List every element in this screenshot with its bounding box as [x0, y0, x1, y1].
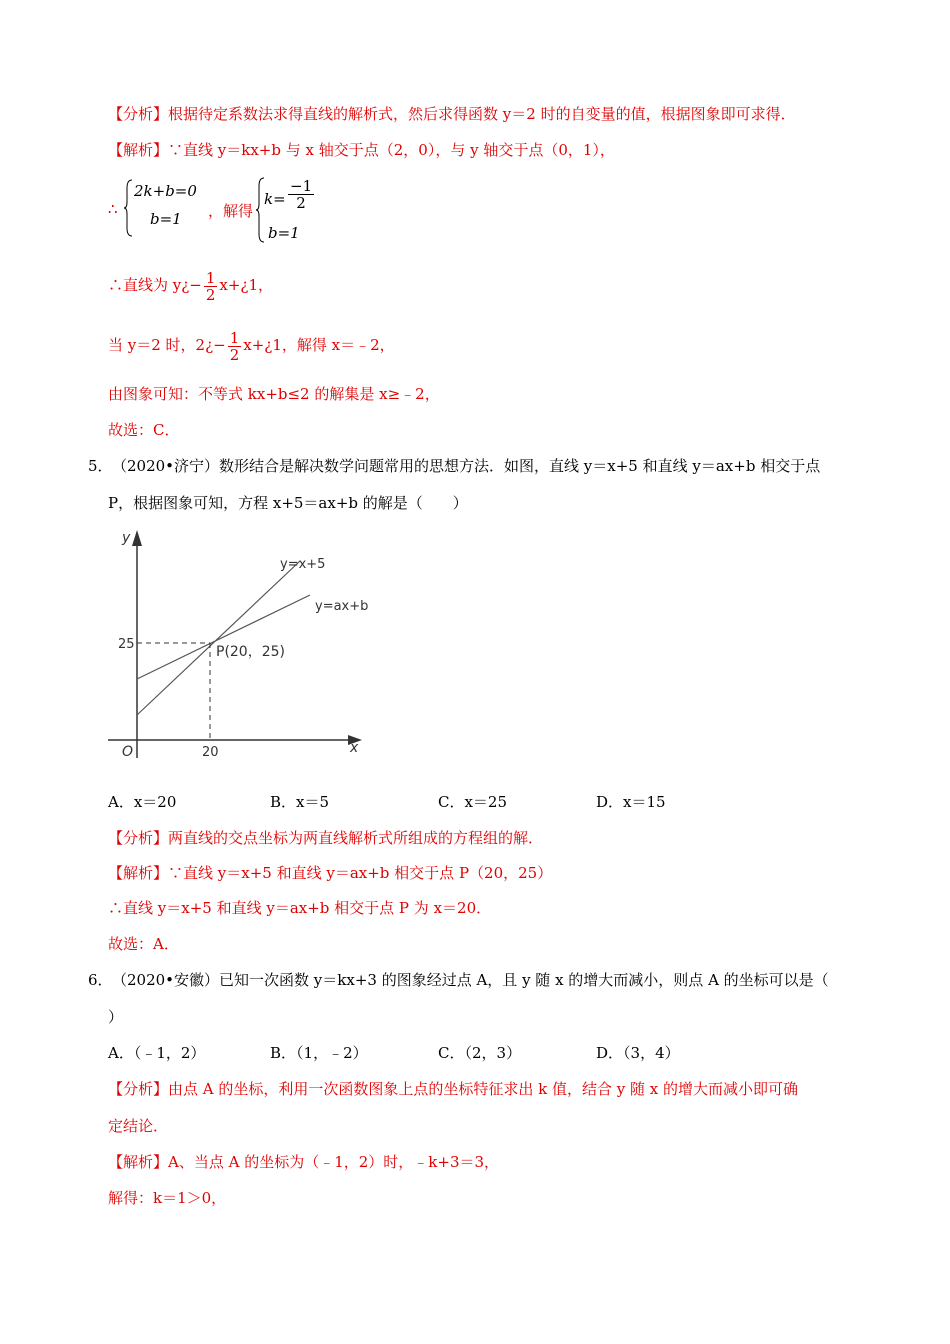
q4-line-equation: [108, 268, 273, 303]
frac-num: 1: [229, 328, 240, 347]
line-eq-prefix: ∴直线为 y¿−: [108, 276, 202, 294]
half-fraction-1: [204, 270, 218, 303]
left-brace-2: [256, 176, 266, 244]
q5-option-d[interactable]: D．x＝15: [596, 793, 666, 811]
half-fraction-2: [228, 330, 242, 363]
q4-graph-conclusion: 由图象可知：不等式 kx+b≤2 的解集是 x≥﹣2，: [108, 385, 440, 403]
q6-option-b[interactable]: B．（1，﹣2）: [270, 1044, 368, 1062]
q5-option-b[interactable]: B．x＝5: [270, 793, 330, 811]
q6-analysis-line2: 定结论．: [108, 1117, 169, 1135]
line2-label: y=ax+b: [315, 599, 369, 614]
q6-stem-line2: ）: [108, 1008, 124, 1026]
q5-function-graph: [100, 526, 370, 766]
left-brace-1: [124, 178, 134, 238]
y-axis-arrow: [132, 530, 142, 546]
x-axis-label: x: [350, 740, 359, 756]
q6-option-c[interactable]: C．（2，3）: [438, 1044, 522, 1062]
q5-option-a[interactable]: A．x＝20: [108, 793, 177, 811]
therefore-symbol: ∴: [108, 200, 118, 218]
q5-solution-line1: [108, 863, 552, 883]
analysis-tag: 【分析】: [108, 829, 169, 847]
analysis-tag: 【分析】: [108, 105, 169, 123]
sys2-denominator: 2: [296, 194, 306, 212]
q5-number: 5．: [88, 457, 113, 475]
solution-text: A、当点 A 的坐标为（﹣1，2）时，﹣k+3＝3，: [168, 1153, 500, 1171]
origin-label: O: [122, 744, 134, 760]
analysis-text: 由点 A 的坐标，利用一次函数图象上点的坐标特征求出 k 值，结合 y 随 x 的增大而减小即可确: [168, 1080, 799, 1098]
q5-stem-line2: P，根据图象可知，方程 x+5＝ax+b 的解是（ ）: [108, 494, 468, 512]
sys2-numerator: −1: [290, 177, 313, 195]
solution-text: ∵直线 y＝x+5 和直线 y＝ax+b 相交于点 P（20，25）: [168, 864, 553, 882]
line-y-x-plus-5: [137, 561, 300, 715]
sys2-k: k=: [264, 190, 286, 208]
q5-analysis: [108, 828, 543, 848]
q6-solution-line2: 解得：k＝1＞0，: [108, 1189, 227, 1207]
q4-choose: 故选：C．: [108, 421, 180, 439]
q6-number: 6．: [88, 971, 113, 989]
q4-solution-line1: [108, 140, 615, 160]
analysis-tag: 【分析】: [108, 1080, 169, 1098]
solve-word: ，解得: [208, 202, 254, 220]
solution-tag: 【解析】: [108, 141, 169, 159]
q6-option-a[interactable]: A．（﹣1，2）: [108, 1044, 206, 1062]
q6-solution-line1: [108, 1152, 499, 1172]
q6-analysis-line1: [108, 1079, 798, 1099]
line-eq-suffix: x+¿1，: [219, 276, 274, 294]
point-p-label: P(20，25): [216, 644, 285, 660]
q4-analysis: [108, 104, 796, 124]
y-axis-label: y: [122, 530, 131, 546]
frac-den: 2: [205, 285, 216, 304]
q5-stem-line1: （2020•济宁）数形结合是解决数学问题常用的思想方法．如图，直线 y＝x+5 和直线 y＝ax+b 相交于点: [112, 457, 821, 475]
q6-option-d[interactable]: D．（3，4）: [596, 1044, 680, 1062]
q6-stem-line1: （2020•安徽）已知一次函数 y＝kx+3 的图象经过点 A，且 y 随 x 的增大而减小，则点 A 的坐标可以是（: [112, 971, 829, 989]
solution-tag: 【解析】: [108, 864, 169, 882]
solution-tag: 【解析】: [108, 1153, 169, 1171]
frac-num: 1: [205, 268, 216, 287]
x-tick-label: 20: [202, 745, 219, 760]
sys2-row2: b=1: [268, 224, 300, 242]
analysis-text: 根据待定系数法求得直线的解析式，然后求得函数 y＝2 时的自变量的值，根据图象即可求得．: [168, 105, 796, 123]
sys1-row1: 2k+b=0: [134, 182, 197, 200]
q4-equation-systems: [108, 176, 408, 246]
y-tick-label: 25: [118, 637, 135, 652]
frac-den: 2: [229, 345, 240, 364]
when-suffix: x+¿1，解得 x＝﹣2，: [243, 336, 395, 354]
q5-solution-line2: ∴直线 y＝x+5 和直线 y＝ax+b 相交于点 P 为 x＝20．: [108, 899, 492, 917]
solution-text: ∵直线 y＝kx+b 与 x 轴交于点（2，0），与 y 轴交于点（0，1），: [168, 141, 615, 159]
analysis-text: 两直线的交点坐标为两直线解析式所组成的方程组的解．: [168, 829, 544, 847]
sys1-row2: b=1: [150, 210, 182, 228]
line-y-ax-plus-b: [137, 595, 310, 679]
q5-choose: 故选：A．: [108, 935, 179, 953]
sys2-fraction: [288, 178, 314, 211]
line1-label: y=x+5: [280, 557, 326, 572]
q5-option-c[interactable]: C．x＝25: [438, 793, 508, 811]
q4-when-line: [108, 328, 395, 363]
when-prefix: 当 y＝2 时，2¿−: [108, 336, 226, 354]
